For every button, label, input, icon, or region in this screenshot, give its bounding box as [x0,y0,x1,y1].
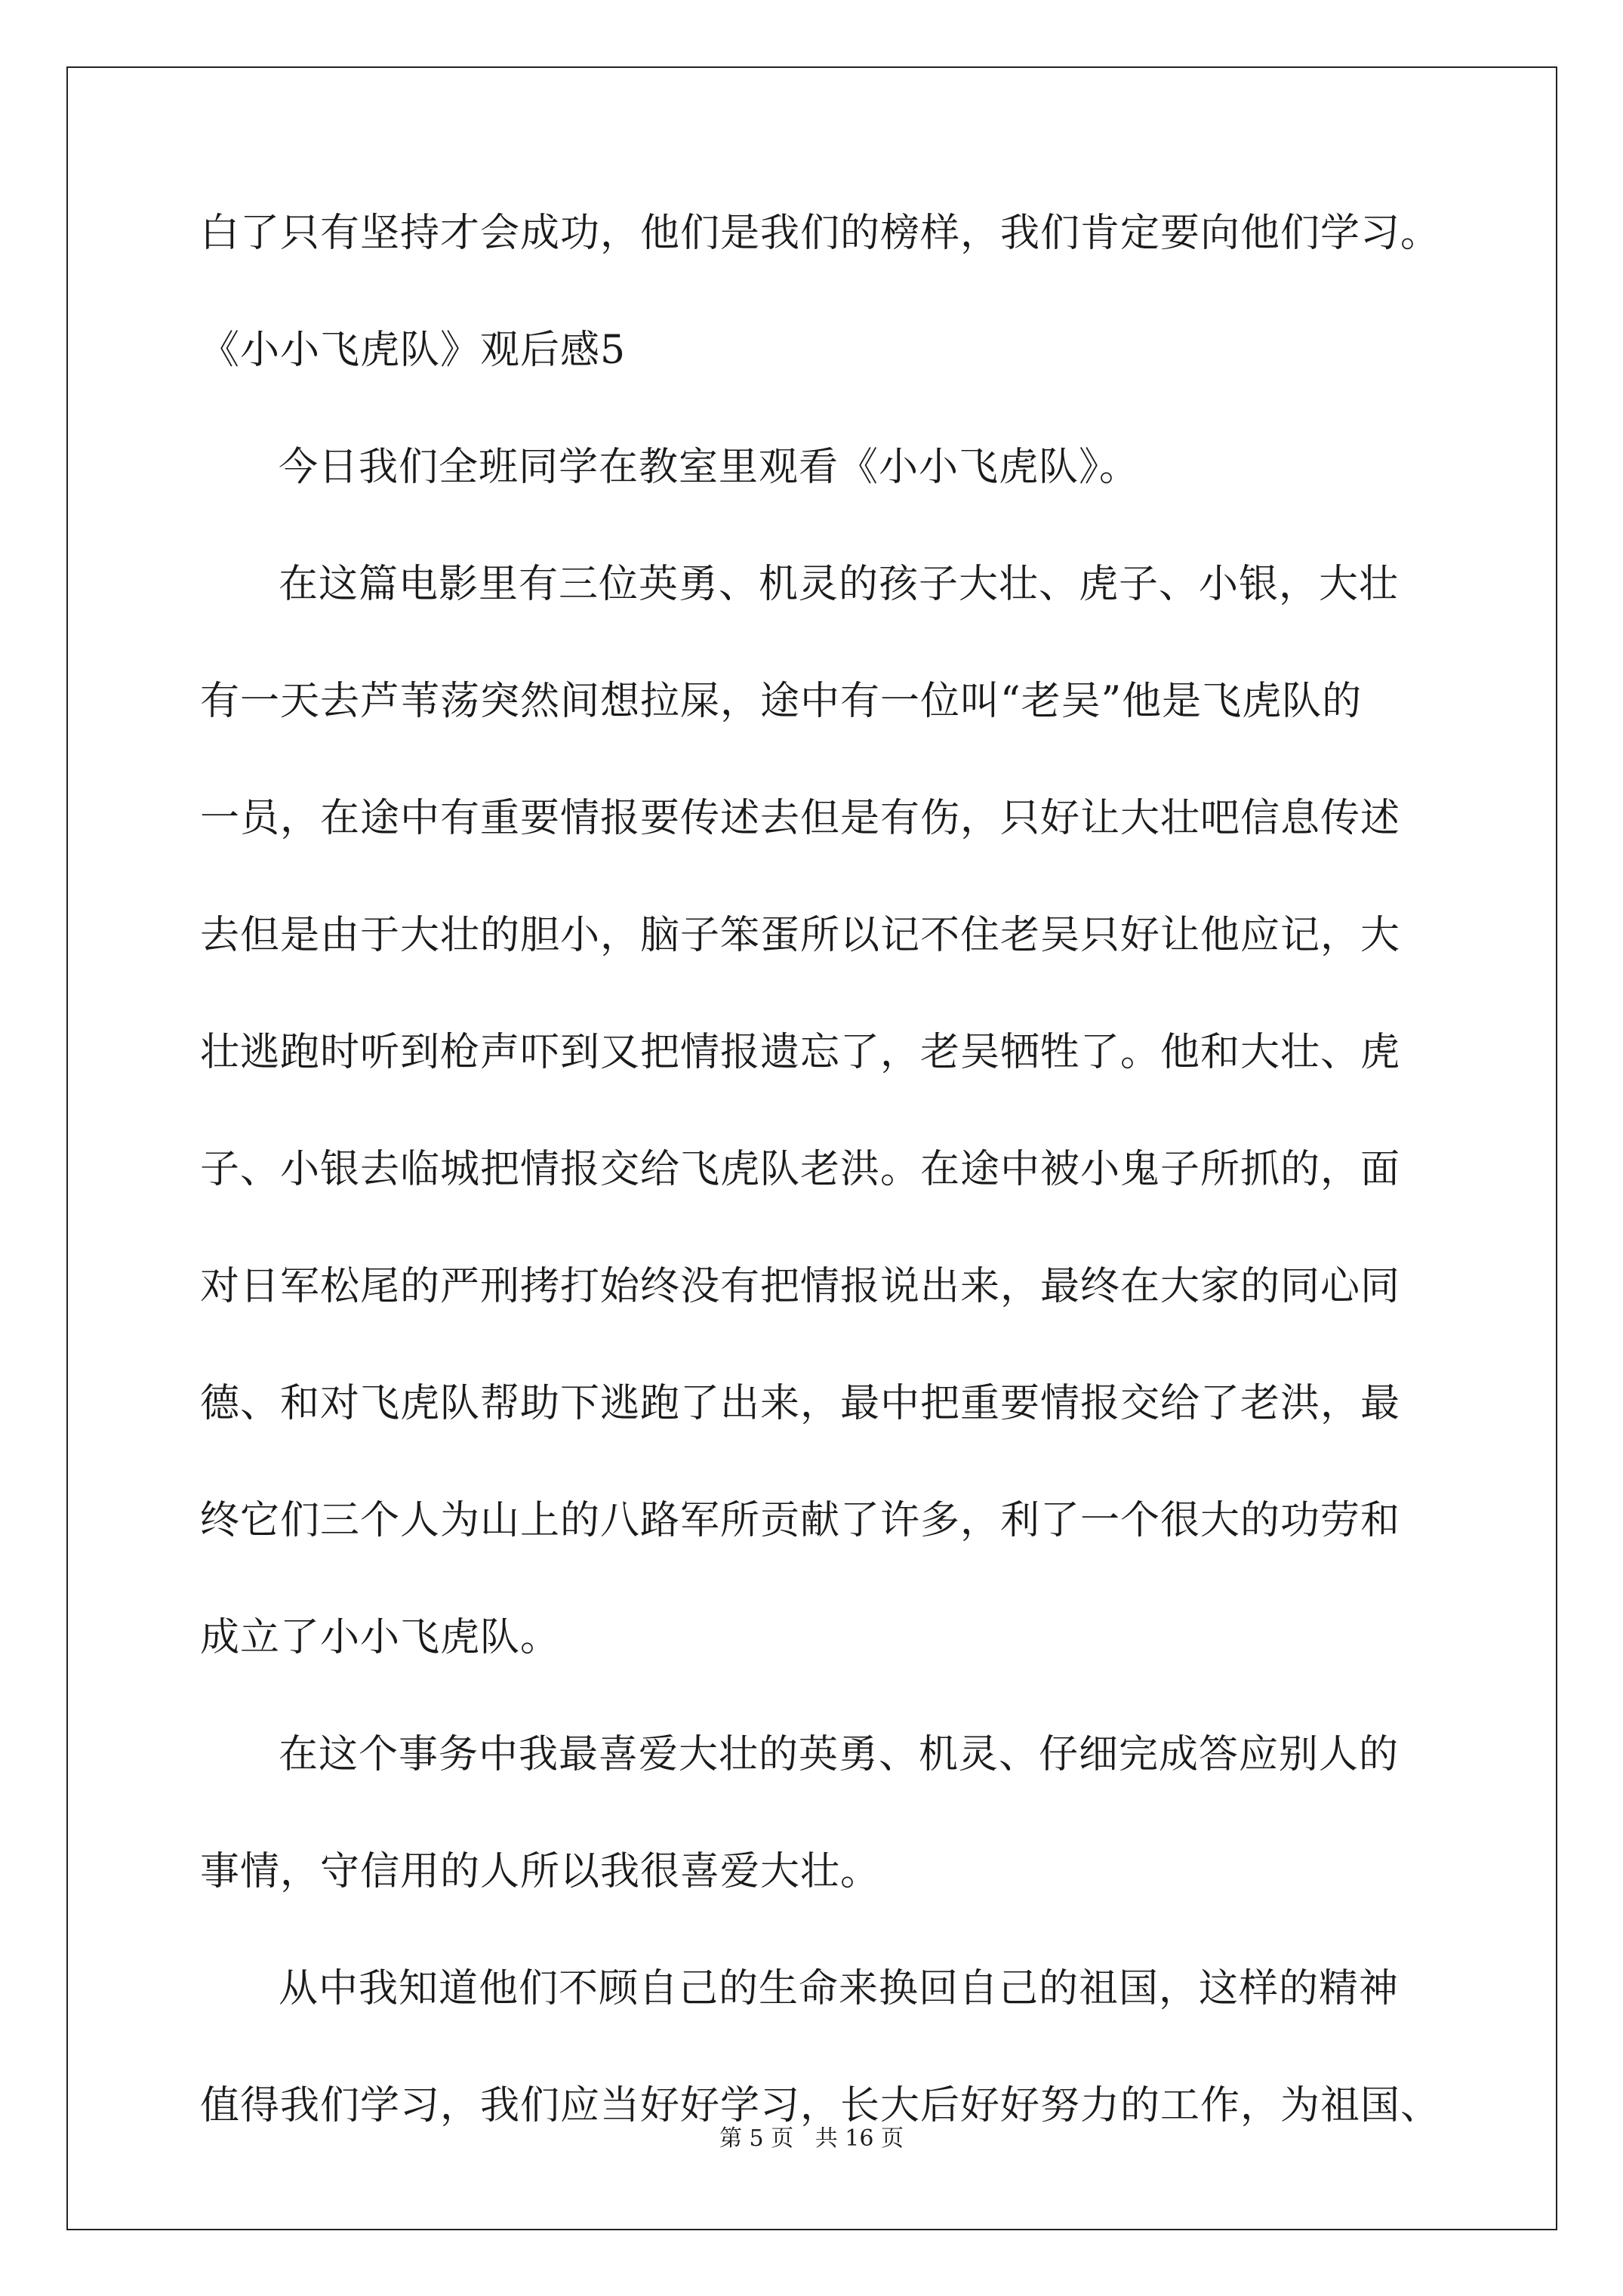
text-line: 一员，在途中有重要情报要传述去但是有伤，只好让大壮吧信息传述 [200,796,1401,841]
text-line: 今日我们全班同学在教室里观看《小小飞虎队》。 [279,445,1140,490]
text-line: 从中我知道他们不顾自己的生命来换回自己的祖国，这样的精神 [279,1966,1400,2011]
text-line: 成立了小小飞虎队。 [200,1615,561,1660]
text-line: 在这篇电影里有三位英勇、机灵的孩子大壮、虎子、小银，大壮 [279,562,1400,607]
text-line: 去但是由于大壮的胆小，脑子笨蛋所以记不住老吴只好让他应记，大 [200,913,1401,958]
text-line: 子、小银去临城把情报交给飞虎队老洪。在途中被小鬼子所抓的，面 [200,1147,1401,1192]
text-line: 对日军松尾的严刑拷打始终没有把情报说出来，最终在大家的同心同 [200,1264,1401,1309]
text-line: 《小小飞虎队》观后感5 [200,328,627,373]
text-line: 壮逃跑时听到枪声吓到又把情报遗忘了，老吴牺牲了。他和大壮、虎 [200,1030,1401,1075]
text-line: 事情，守信用的人所以我很喜爱大壮。 [200,1849,881,1894]
document-body [200,211,1441,2203]
page-footer: 第 5 页 共 16 页 [719,2125,904,2152]
text-line: 终它们三个人为山上的八路军所贡献了许多，利了一个很大的功劳和 [200,1498,1401,1543]
text-line: 在这个事务中我最喜爱大壮的英勇、机灵、仔细完成答应别人的 [279,1732,1400,1777]
text-line: 德、和对飞虎队帮助下逃跑了出来，最中把重要情报交给了老洪，最 [200,1381,1401,1426]
text-line: 白了只有坚持才会成功，他们是我们的榜样，我们肯定要向他们学习。 [200,211,1441,256]
text-line: 有一天去芦苇荡突然间想拉屎，途中有一位叫“老吴”他是飞虎队的 [200,679,1363,724]
text-line: 值得我们学习，我们应当好好学习，长大后好好努力的工作，为祖国、 [200,2083,1441,2128]
